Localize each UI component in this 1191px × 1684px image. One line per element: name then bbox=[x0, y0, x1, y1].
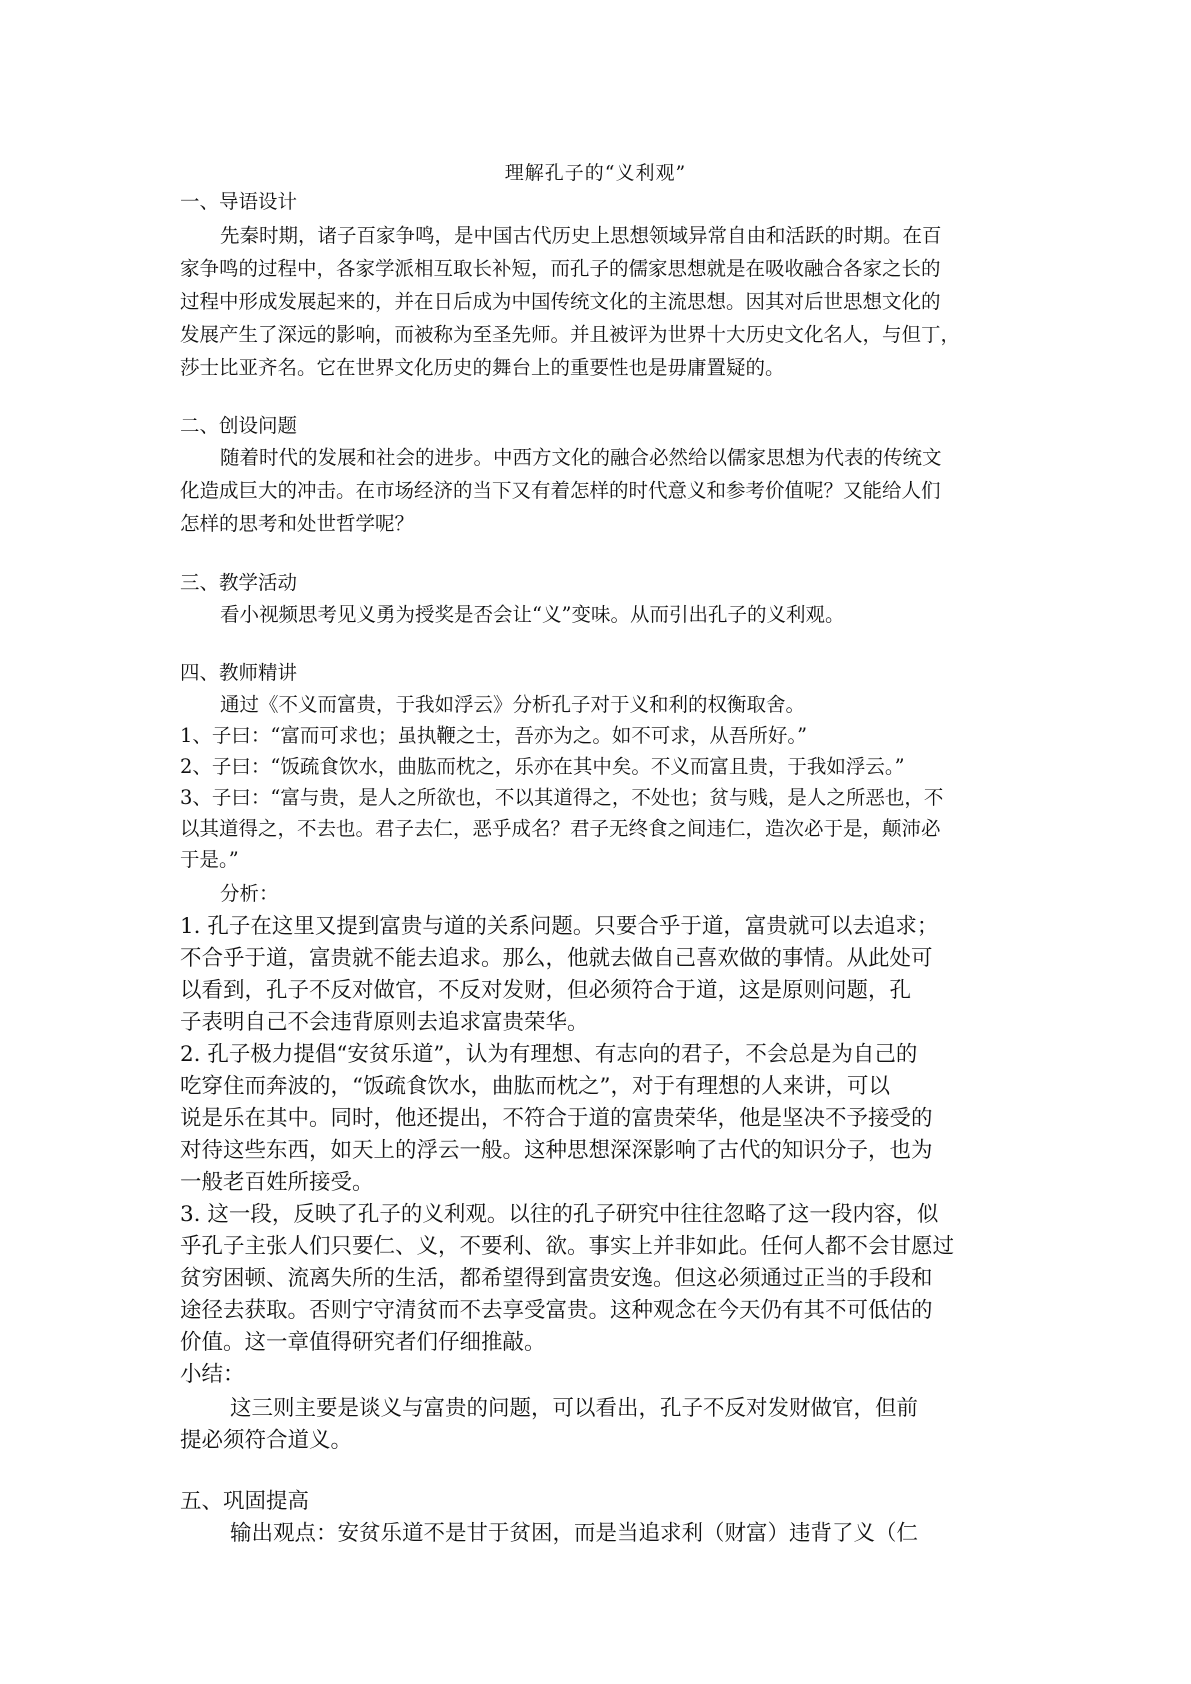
paragraph-line: 发展产生了深远的影响，而被称为至圣先师。并且被评为世界十大历史文化名人，与但丁， bbox=[180, 323, 961, 346]
analysis-line: 对待这些东西，如天上的浮云一般。这种思想深深影响了古代的知识分子，也为 bbox=[180, 1138, 933, 1163]
analysis-line: 3. 这一段，反映了孔子的义利观。以往的孔子研究中往往忽略了这一段内容，似 bbox=[180, 1202, 939, 1227]
quote-line: 3、子曰：“富与贵，是人之所欲也，不以其道得之，不处也；贫与贱，是人之所恶也，不 bbox=[180, 786, 944, 809]
section-heading-activity: 三、教学活动 bbox=[180, 571, 298, 594]
section-heading-consolidate: 五、巩固提高 bbox=[180, 1489, 310, 1514]
quote-line: 于是。” bbox=[180, 848, 239, 871]
quote-line: 1、子曰：“富而可求也；虽执鞭之士，吾亦为之。如不可求，从吾所好。” bbox=[180, 724, 808, 747]
paragraph-line: 看小视频思考见义勇为授奖是否会让“义”变味。从而引出孔子的义利观。 bbox=[220, 603, 845, 626]
paragraph-line: 化造成巨大的冲击。在市场经济的当下又有着怎样的时代意义和参考价值呢？又能给人们 bbox=[180, 479, 941, 502]
analysis-label: 分析： bbox=[220, 882, 279, 905]
paragraph-line: 怎样的思考和处世哲学呢？ bbox=[180, 512, 415, 535]
paragraph-line: 过程中形成发展起来的，并在日后成为中国传统文化的主流思想。因其对后世思想文化的 bbox=[180, 290, 941, 313]
analysis-line: 贫穷困顿、流离失所的生活，都希望得到富贵安逸。但这必须通过正当的手段和 bbox=[180, 1266, 933, 1291]
section-heading-intro: 一、导语设计 bbox=[180, 190, 298, 213]
summary-label: 小结： bbox=[180, 1362, 245, 1387]
paragraph-line: 随着时代的发展和社会的进步。中西方文化的融合必然给以儒家思想为代表的传统文 bbox=[220, 446, 942, 469]
paragraph-line: 通过《不义而富贵，于我如浮云》分析孔子对于义和利的权衡取舍。 bbox=[220, 693, 806, 716]
summary-line: 提必须符合道义。 bbox=[180, 1428, 353, 1453]
paragraph-line: 先秦时期，诸子百家争鸣，是中国古代历史上思想领域异常自由和活跃的时期。在百 bbox=[220, 224, 942, 247]
analysis-line: 价值。这一章值得研究者们仔细推敲。 bbox=[180, 1330, 546, 1355]
analysis-line: 子表明自己不会违背原则去追求富贵荣华。 bbox=[180, 1010, 589, 1035]
analysis-line: 不合乎于道，富贵就不能去追求。那么，他就去做自己喜欢做的事情。从此处可 bbox=[180, 946, 933, 971]
analysis-line: 1. 孔子在这里又提到富贵与道的关系问题。只要合乎于道，富贵就可以去追求； bbox=[180, 914, 939, 939]
page-title: 理解孔子的“义利观” bbox=[504, 162, 687, 184]
paragraph-line: 家争鸣的过程中，各家学派相互取长补短，而孔子的儒家思想就是在吸收融合各家之长的 bbox=[180, 257, 941, 280]
paragraph-line: 输出观点：安贫乐道不是甘于贫困，而是当追求利（财富）违背了义（仁 bbox=[230, 1521, 919, 1546]
analysis-line: 2. 孔子极力提倡“安贫乐道”，认为有理想、有志向的君子，不会总是为自己的 bbox=[180, 1042, 918, 1067]
analysis-line: 乎孔子主张人们只要仁、义，不要利、欲。事实上并非如此。任何人都不会甘愿过 bbox=[180, 1234, 955, 1259]
section-heading-lecture: 四、教师精讲 bbox=[180, 661, 298, 684]
analysis-line: 说是乐在其中。同时，他还提出，不符合于道的富贵荣华，他是坚决不予接受的 bbox=[180, 1106, 933, 1131]
analysis-line: 途径去获取。否则宁守清贫而不去享受富贵。这种观念在今天仍有其不可低估的 bbox=[180, 1298, 933, 1323]
analysis-line: 吃穿住而奔波的，“饭疏食饮水，曲肱而枕之”，对于有理想的人来讲，可以 bbox=[180, 1074, 890, 1099]
paragraph-line: 莎士比亚齐名。它在世界文化历史的舞台上的重要性也是毋庸置疑的。 bbox=[180, 356, 785, 379]
analysis-line: 一般老百姓所接受。 bbox=[180, 1170, 374, 1195]
quote-line: 2、子曰：“饭疏食饮水，曲肱而枕之，乐亦在其中矣。不义而富且贵，于我如浮云。” bbox=[180, 755, 905, 778]
analysis-line: 以看到，孔子不反对做官，不反对发财，但必须符合于道，这是原则问题，孔 bbox=[180, 978, 912, 1003]
section-heading-question: 二、创设问题 bbox=[180, 414, 298, 437]
quote-line: 以其道得之，不去也。君子去仁，恶乎成名？君子无终食之间违仁，造次必于是，颠沛必 bbox=[180, 817, 941, 840]
summary-line: 这三则主要是谈义与富贵的问题，可以看出，孔子不反对发财做官，但前 bbox=[230, 1396, 919, 1421]
